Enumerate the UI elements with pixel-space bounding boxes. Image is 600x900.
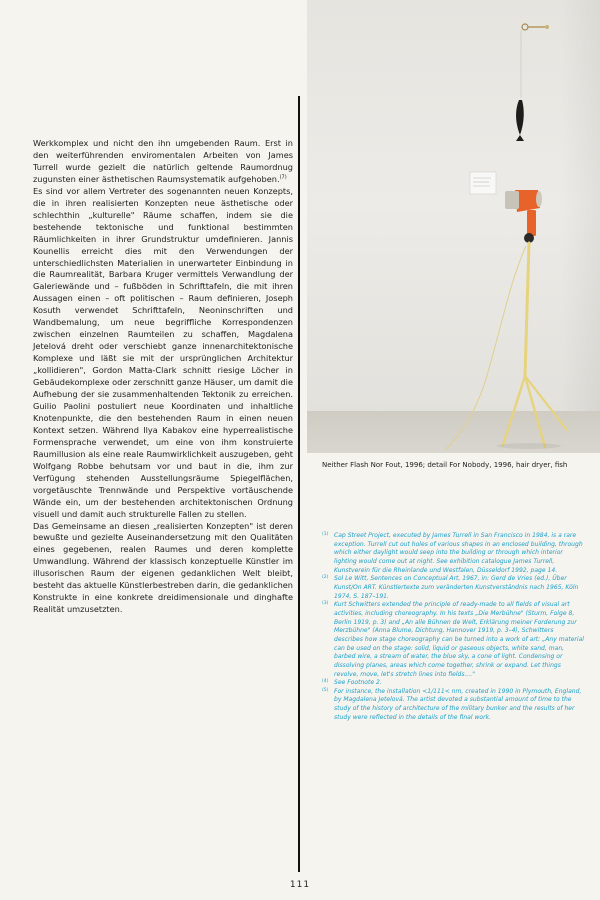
footnote-1 (322, 532, 584, 575)
hanging-fish (516, 30, 524, 141)
wall-hook (522, 24, 549, 30)
paragraph-1 (33, 138, 293, 186)
footnote-text: For instance, the installation <1/111< nm, created in 1990 in Plymouth, England, by Magdalena Jetelová. The artist devoted a substantial amount of time to the study of the history of architecture of the military bunker and the results of her study were reflected in the details of the final work. (334, 687, 582, 721)
photo-caption: Neither Flash Nor Fout, 1996; detail For Nobody, 1996, hair dryer, fish (322, 461, 568, 469)
paragraph-3: Das Gemeinsame an diesen „realisierten Konzepten" ist deren bewußte und gezielte Auseinandersetzung mit den Qualitäten eines gegebenen, realen Raumes und deren komplette Umwandlung. Während der klassisch konzeptuelle Künstler im illusorischen Raum der eigenen gedanklichen Welt bleibt, besteht das aktuelle Künstlerbestreben darin, die gedanklichen Konstrukte in eine konkrete dreidimensionale und dinghafte Realität umzusetzten. (33, 520, 293, 615)
footnote-2 (322, 575, 584, 601)
footnote-text: Kurt Schwitters extended the principle of ready-made to all fields of visual art activities, including choreography. In his texts „Die Merbühne" (Sturm, Folge 8, Berlin 1919, p. 3) and „An alle Bühnen de Welt, Erklärung meiner Forderung zur Merzbühne" (Anna Blume, Dichtung, Hannover 1919, p. 3–4), Schwitters describes how stage choreography can be turned into a work of art: „Any material can be used on the stage: solid, liquid or gaseous objects, white sand, man, barbed wire, a stream of water, the blue sky, a cone of light. Condensing or dissolving planes, areas which come together, shrink or expand. Let things revolve, move, let's stretch lines into fields...." (334, 601, 584, 678)
footnote-text: Sol Le Witt, Sentences on Conceptual Art, 1967, in: Gerd de Vries (ed.), Über Kunst/On ART. Künstlertexte zum veränderten Kunstverständnis nach 1965, Köln 1974, S. 187–191. (334, 575, 579, 600)
wall-label (470, 172, 496, 194)
footnote-4 (322, 679, 584, 688)
footnote-number: (5) (322, 687, 329, 693)
dryer-stand (503, 243, 567, 447)
footnote-3 (322, 601, 584, 679)
footnote-ref-7: (7) (279, 174, 287, 181)
footnote-number: (3) (322, 601, 329, 607)
installation-illustration (307, 0, 600, 453)
footnote-text: Cap Street Project, executed by James Turrell in San Francisco in 1984, is a rare exception. Turrell cut out holes of various shapes in an enclosed building, through which either daylight would seep into the building or through which interior lighting would come out at night. See exhibition catalogue James Turrell, Kunstverein für die Rheinlande und Westfalen, Düsseldorf 1992, page 14. (334, 532, 583, 574)
installation-photo (307, 0, 600, 453)
footnote-number: (1) (322, 532, 329, 537)
footnote-text: See Footnote 2. (334, 679, 382, 687)
power-cord (445, 246, 526, 450)
footnote-5 (322, 688, 584, 723)
paragraph-1-text: Werkkomplex und nicht den ihn umgebenden Raum. Erst in den weiterführenden enviromentalen Arbeiten von James Turrell wurde gezielt die natürlich geltende Raumordnug zugunsten einer ästhetischen Raumsystematik aufgehoben. (33, 138, 293, 184)
footnotes-block (322, 532, 584, 722)
page-number: 111 (289, 880, 311, 890)
hair-dryer (505, 190, 542, 243)
column-divider (298, 96, 300, 872)
main-text-column (33, 138, 293, 616)
footnote-number: (4) (322, 679, 329, 685)
paragraph-2: Es sind vor allem Vertreter des sogenannten neuen Konzepts, die in ihren realisierten Konzepten neue ästhetische oder schlechthin „kulturelle" Räume schaffen, indem sie die bestehende tektonische und funktional bestimmten Räumlichkeiten in ihrer Grundstruktur umdefinieren. Jannis Kounellis erreicht dies mit den Verwendungen der unterschiedlichsten Materialien in unerwarteter Einbindung in die Raumrealität, Barbara Kruger vermittels Verwandlung der Galeriewände und – fußböden in Schrifttafeln, die mit ihren Aussagen einen – oft politischen – Raum definieren, Joseph Kosuth verwendet Schrifttafeln, Neoninschriften und Wandbemalung, um neue begriffliche Korrespondenzen zwischen einzelnen Raumteilen zu schaffen, Magdalena Jetelová dreht oder verschiebt ganze innenarchitektonische Komplexe und läßt sie mit der ursprünglichen Architektur „kollidieren", Gordon Matta-Clark schnitt riesige Löcher in Gebäudekomplexe oder zerschnitt ganze Häuser, um damit die Aufhebung der sie zusammenhaltenden Tektonik zu erreichen. Guilio Paolini postuliert neue Koordinaten und inhaltliche Knotenpunkte, die den bestehenden Raum in einen neuen Kontext setzen. Während Ilya Kabakov eine hyperrealistische Formensprache verwendet, um eine von ihm konstruierte Raumillusion als eine reale Raumwirklichkeit auszugeben, geht Wolfgang Robbe behutsam vor und baut in die, ihm zur Verfügung stehenden Ausstellungsräume Spiegelflächen, vorgetäuschte Trennwände und Perspektive vortäuschende Wände ein, um der bestehenden architektonischen Ordnung visuell und damit auch strukturelle Fallen zu stellen. (33, 185, 293, 519)
footnote-number: (2) (322, 575, 329, 581)
